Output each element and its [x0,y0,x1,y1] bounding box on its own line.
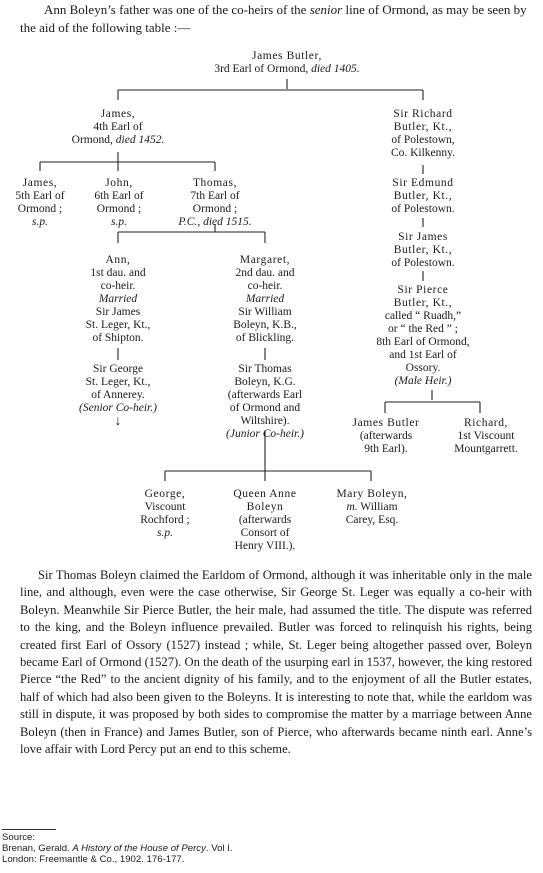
tree-node-line: Margaret, [239,254,291,266]
tree-node-line: s.p. [157,527,173,539]
tree-node-line: Ormond ; [96,203,142,215]
tree-node-line: P.C., died 1515. [178,216,252,228]
tree-node-line: Ossory. [405,362,441,374]
tree-node-line: James, [22,177,58,189]
tree-node-line: Consort of [240,527,290,539]
tree-node-line: 6th Earl of [94,190,144,202]
node-thomas-boleyn [204,363,326,441]
tree-node-line: (afterwards [238,514,292,526]
node-ann-1st-dau [68,254,168,345]
tree-node-line: 7th Earl of [190,190,240,202]
tree-node-line: of Blickling. [235,332,295,344]
node-mary-boleyn [320,488,424,527]
node-richard-viscount [440,417,532,456]
tree-node-line: (afterwards Earl [227,389,303,401]
tree-node-line: 5th Earl of [15,190,65,202]
tree-node-line: Wiltshire). [240,415,290,427]
tree-node-line: Sir James [95,306,141,318]
node-james-4th-earl [60,108,176,147]
tree-node-line: 8th Earl of Ormond, [376,336,470,348]
tree-node-line: Boleyn, K.B., [233,319,297,331]
tree-node-line: James, [100,108,136,120]
text-fragment: m. [346,501,358,513]
tree-node-line: Boleyn, K.G. [234,376,296,388]
tree-node-line: Married [245,293,285,305]
tree-node-line: Queen Anne [233,488,297,500]
tree-node-line: and 1st Earl of [389,349,457,361]
tree-node-line: (Senior Co-heir.) [79,402,157,414]
node-queen-anne-boleyn [216,488,314,553]
tree-node-line [320,501,424,514]
tree-node-line: 9th Earl). [364,443,408,455]
node-sir-pierce-butler [370,284,476,388]
tree-node-line: Married [98,293,138,305]
tree-node-line: called “ Ruadh,” [384,310,462,322]
tree-node-line: 1st Viscount [457,430,515,442]
text-fragment: . Vol I. [205,843,233,854]
intro-text: Ann Boleyn’s father was one of the co-heirs of the [44,2,310,17]
tree-node-line: co-heir. [247,280,283,292]
tree-node-line [190,63,384,76]
tree-node-line: (afterwards [359,430,413,442]
node-george-st-leger [62,363,174,429]
text-fragment: William [357,501,398,513]
tree-node-line [60,134,176,147]
text-fragment: died 1452. [115,134,165,146]
tree-node-line: Ann, [105,254,131,266]
down-arrow-icon: ↓ [114,414,122,429]
tree-node-line: Rochford ; [140,514,190,526]
tree-node-line: Richard, [463,417,509,429]
footnote-divider [2,829,56,830]
body-paragraph: Sir Thomas Boleyn claimed the Earldom of Ormond, although it was inheritable only in the male line, and although, even were the case otherwise, Sir George St. Leger was equally a co-heir with Boleyn. Meanwhile Sir Pierce Butler, the heir male, had assumed the title. The dispute was referred to the king, and the Boleyn influence prevailed. Butler was forced to relinquish his rights, being created first Earl of Ossory (1527) instead ; while, St. Leger being altogether passed over, Boleyn became Earl of Ormond (1527). On the death of the usurping earl in 1537, however, the king restored Pierce “the Red” to the ancient dignity of his family, and to the enjoyment of all the Butler estates, half of which had also been given to the Boleyns. It is interesting to note that, while the earldom was still in dispute, it was proposed by both sides to compromise the matter by a marriage between Anne Boleyn (then in France) and James Butler, son of Pierce, who afterwards became ninth earl. Anne’s love affair with Lord Percy put an end to this scheme. [20,568,532,757]
tree-node-line: co-heir. [100,280,136,292]
node-james-butler-9th-earl [336,417,436,456]
node-thomas-7th-earl [160,177,270,229]
tree-node-line: George, [144,488,186,500]
tree-node-line: Sir James [398,231,448,243]
node-sir-edmund-butler [376,177,470,216]
tree-node-line: (Male Heir.) [394,375,452,387]
tree-node-line: Co. Kilkenny. [390,147,456,159]
tree-node-line: Sir George [93,363,143,375]
source-label: Source: [2,832,36,843]
node-james-butler-3rd-earl [190,50,384,76]
tree-node-line: Sir Thomas [238,363,292,375]
tree-node-line: of Polestown. [391,203,455,215]
tree-node-line: 1st dau. and [90,267,146,279]
text-fragment: Brenan, Gerald. [2,843,73,854]
tree-node-line: Sir Pierce [397,284,449,296]
tree-node-line: Sir Edmund [392,177,454,189]
tree-node-line: Butler, Kt., [393,297,453,309]
source-publisher: London: Freemantle & Co., 1902. 176-177. [2,854,185,865]
tree-node-line: Mountgarrett. [454,443,518,455]
tree-node-line: Butler, Kt., [393,244,453,256]
tree-node-line: 4th Earl of [93,121,143,133]
tree-node-line: of Polestown. [391,257,455,269]
tree-node-line: (Junior Co-heir.) [226,428,304,440]
tree-node-line: of Annerey. [91,389,145,401]
tree-node-line: Boleyn [246,501,284,513]
tree-node-line: Mary Boleyn, [336,488,408,500]
tree-node-line: of Polestown, [391,134,455,146]
node-george-boleyn [122,488,208,540]
text-fragment: A History of the House of Percy [72,843,206,854]
tree-node-line: Sir William [238,306,292,318]
source-reference [2,843,402,854]
tree-node-line: James Butler, [252,50,322,62]
node-john-6th-earl [86,177,152,229]
tree-node-line: Ormond ; [192,203,238,215]
tree-node-line: 2nd dau. and [235,267,295,279]
tree-node-line: or “ the Red ” ; [388,323,458,335]
tree-node-line: of Ormond and [229,402,301,414]
text-fragment: Ormond, [71,134,116,146]
text-fragment: 3rd Earl of Ormond, [214,63,312,75]
intro-emphasis: senior [309,2,343,17]
tree-node-line: Ormond ; [17,203,63,215]
tree-node-line: John, [105,177,133,189]
node-sir-richard-butler [376,108,470,160]
node-james-5th-earl [4,177,76,229]
tree-node-line: St. Leger, Kt., [85,376,151,388]
tree-node-line: Butler, Kt., [393,190,453,202]
intro-text-end: line of Ormond, as may be seen by the aid of the following table :— [20,2,527,35]
tree-node-line: of Shipton. [92,332,144,344]
node-sir-james-butler [376,231,470,270]
tree-node-line: Butler, Kt., [393,121,453,133]
tree-node-line: Henry VIII.). [234,540,296,552]
source-citation [2,832,402,865]
tree-node-line: Viscount [144,501,186,513]
tree-node-line: Carey, Esq. [345,514,399,526]
tree-node-line: Thomas, [192,177,238,189]
tree-node-line: St. Leger, Kt., [85,319,151,331]
tree-node-line: Sir Richard [393,108,453,120]
node-margaret-2nd-dau [212,254,318,345]
text-fragment: died 1405. [311,63,360,75]
tree-node-line: James Butler [352,417,420,429]
tree-node-line: s.p. [111,216,127,228]
tree-node-line: s.p. [32,216,48,228]
